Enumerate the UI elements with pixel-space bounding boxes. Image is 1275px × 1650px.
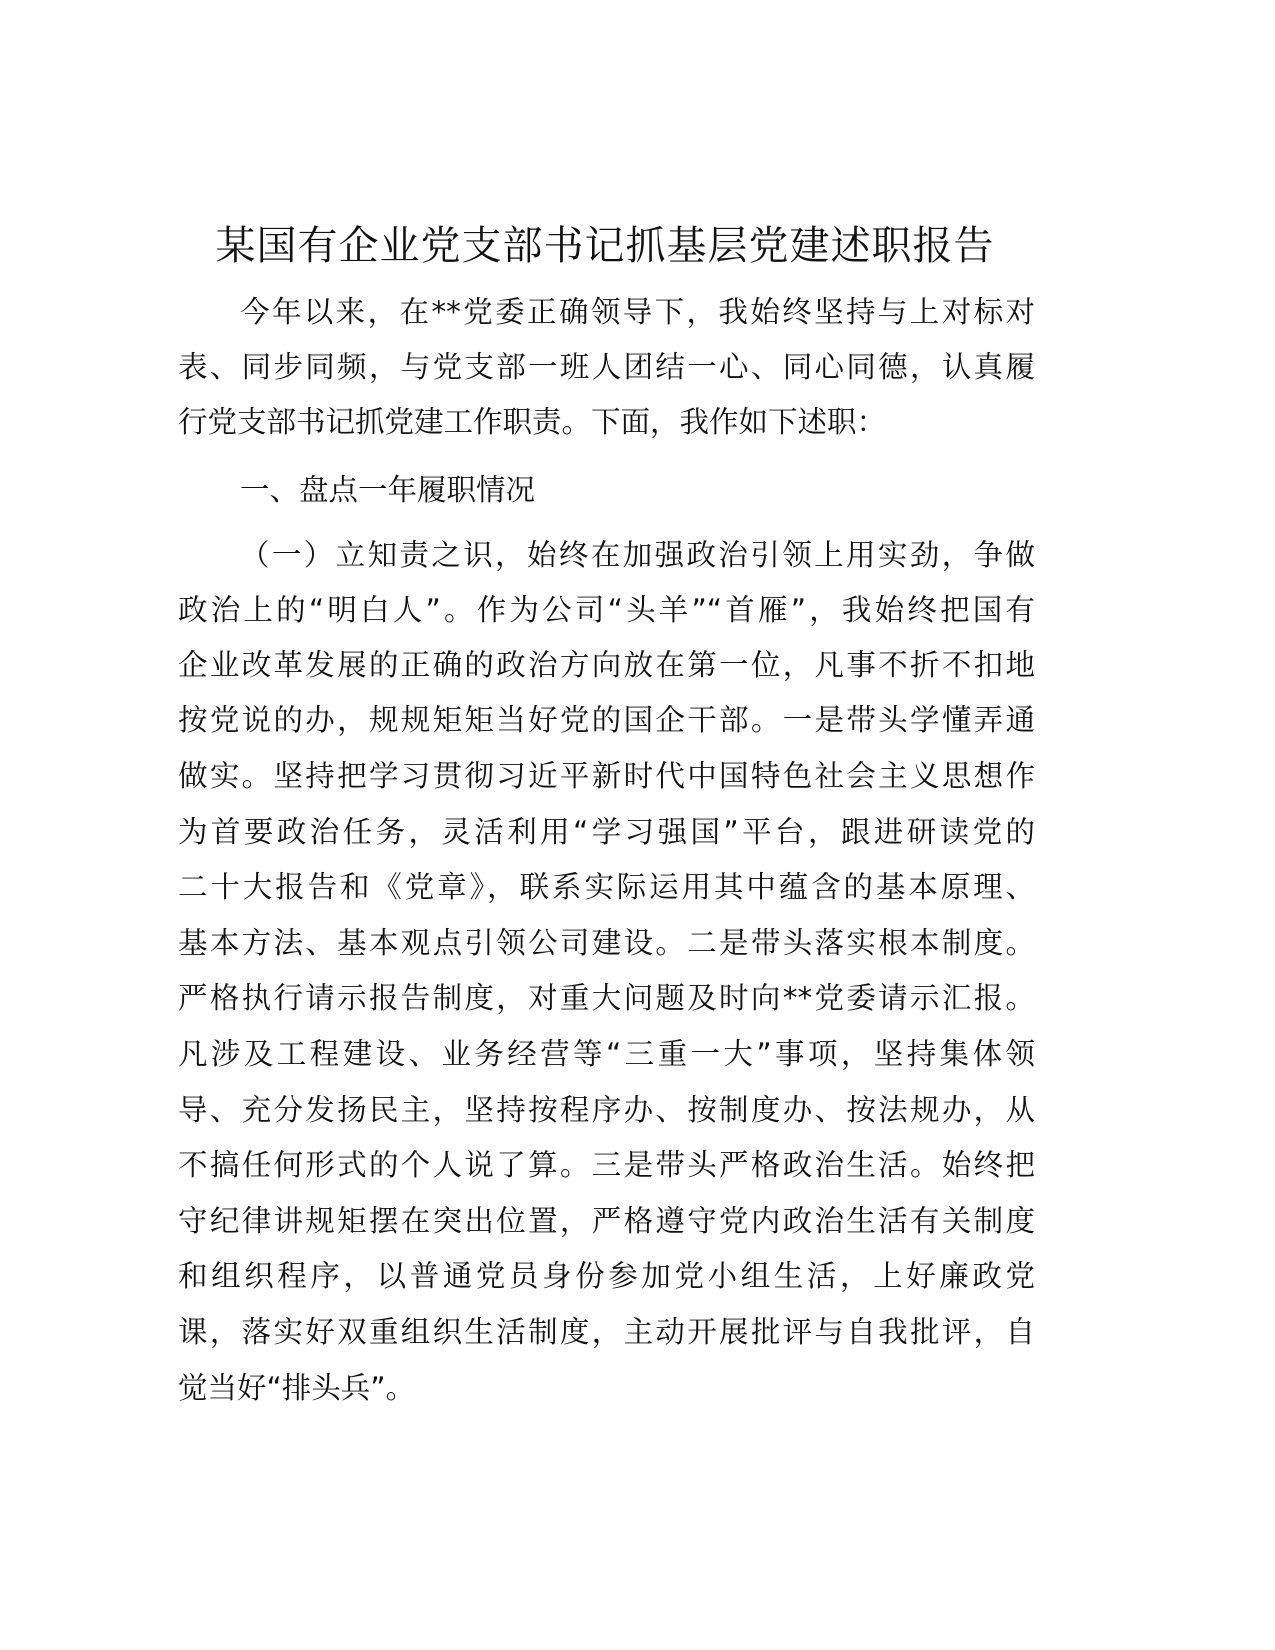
paragraph-line: 课，落实好双重组织生活制度，主动开展批评与自我批评，自 bbox=[178, 1315, 1035, 1349]
paragraph-line: 不搞任何形式的个人说了算。三是带头严格政治生活。始终把 bbox=[178, 1148, 1035, 1182]
paragraph-line: 做实。坚持把学习贯彻习近平新时代中国特色社会主义思想作 bbox=[178, 759, 1035, 793]
paragraph-line: 行党支部书记抓党建工作职责。下面，我作如下述职： bbox=[178, 405, 887, 439]
paragraph-line: 觉当好“排头兵”。 bbox=[178, 1371, 416, 1405]
paragraph-line: 政治上的“明白人”。作为公司“头羊”“首雁”，我始终把国有 bbox=[178, 593, 1035, 627]
paragraph-line: 按党说的办，规规矩矩当好党的国企干部。一是带头学懂弄通 bbox=[178, 703, 1035, 737]
paragraph-line: 基本方法、基本观点引领公司建设。二是带头落实根本制度。 bbox=[178, 926, 1035, 960]
section-heading: 一、盘点一年履职情况 bbox=[240, 473, 536, 507]
paragraph-line: 为首要政治任务，灵活利用“学习强国”平台，跟进研读党的 bbox=[178, 815, 1035, 849]
paragraph-line: （一）立知责之识，始终在加强政治引领上用实劲，争做 bbox=[240, 538, 1035, 572]
paragraph-line: 二十大报告和《党章》，联系实际运用其中蕴含的基本原理、 bbox=[178, 870, 1035, 904]
paragraph-line: 凡涉及工程建设、业务经营等“三重一大”事项，坚持集体领 bbox=[178, 1037, 1035, 1071]
paragraph-line: 守纪律讲规矩摆在突出位置，严格遵守党内政治生活有关制度 bbox=[178, 1204, 1035, 1238]
paragraph-line: 企业改革发展的正确的政治方向放在第一位，凡事不折不扣地 bbox=[178, 648, 1035, 682]
paragraph-line: 导、充分发扬民主，坚持按程序办、按制度办、按法规办，从 bbox=[178, 1093, 1035, 1127]
paragraph-line: 表、同步同频，与党支部一班人团结一心、同心同德，认真履 bbox=[178, 350, 1035, 384]
paragraph-line: 今年以来，在**党委正确领导下，我始终坚持与上对标对 bbox=[240, 295, 1035, 329]
paragraph-line: 严格执行请示报告制度，对重大问题及时向**党委请示汇报。 bbox=[178, 981, 1035, 1015]
document-title: 某国有企业党支部书记抓基层党建述职报告 bbox=[215, 223, 995, 269]
paragraph-line: 和组织程序，以普通党员身份参加党小组生活，上好廉政党 bbox=[178, 1259, 1035, 1293]
